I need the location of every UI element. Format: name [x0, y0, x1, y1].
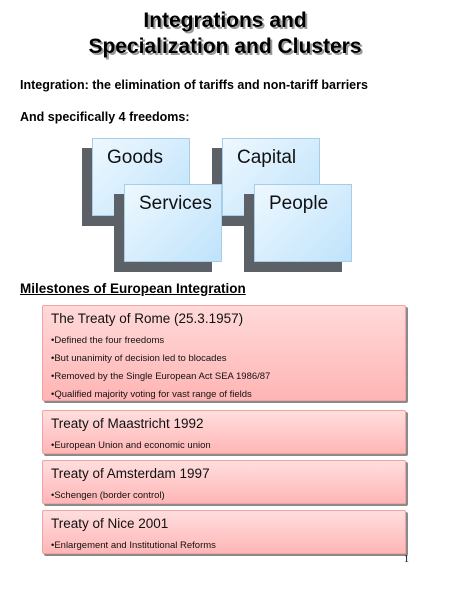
title-line-2: Specialization and Clusters [88, 35, 362, 58]
milestone-panel-amsterdam [42, 460, 406, 504]
milestone-title: The Treaty of Rome (25.3.1957) [51, 311, 244, 326]
milestone-bullet: • Removed by the Single European Act SEA 1986/87 [51, 368, 270, 386]
milestone-bullets [51, 537, 216, 555]
page-title [0, 8, 450, 60]
milestone-panel-rome [42, 305, 406, 401]
milestone-panel-nice [42, 510, 406, 554]
milestone-title: Treaty of Nice 2001 [51, 516, 169, 531]
milestone-bullet: • European Union and economic union [51, 437, 211, 455]
milestone-bullets [51, 332, 270, 404]
milestone-bullet: • Schengen (border control) [51, 487, 165, 505]
milestone-title: Treaty of Maastricht 1992 [51, 416, 204, 431]
freedom-label: Capital [237, 147, 297, 168]
milestone-bullets [51, 437, 211, 455]
milestone-bullet: • Defined the four freedoms [51, 332, 270, 350]
freedom-label: Services [139, 193, 212, 214]
freedom-label: Goods [107, 147, 163, 168]
page-number: 1 [404, 554, 409, 565]
freedoms-lead: And specifically 4 freedoms: [20, 110, 190, 124]
freedom-label: People [269, 193, 329, 214]
freedom-box-services [124, 184, 222, 262]
integration-definition: Integration: the elimination of tariffs and non-tariff barriers [20, 78, 368, 92]
milestone-bullets [51, 487, 165, 505]
freedom-box-people [254, 184, 352, 262]
milestone-panel-maastricht [42, 410, 406, 454]
milestone-title: Treaty of Amsterdam 1997 [51, 466, 210, 481]
milestone-bullet: • Qualified majority voting for vast range of fields [51, 386, 270, 404]
milestones-heading: Milestones of European Integration [20, 281, 246, 296]
title-line-1: Integrations and [143, 9, 307, 32]
milestone-bullet: • Enlargement and Institutional Reforms [51, 537, 216, 555]
milestone-bullet: • But unanimity of decision led to blocades [51, 350, 270, 368]
